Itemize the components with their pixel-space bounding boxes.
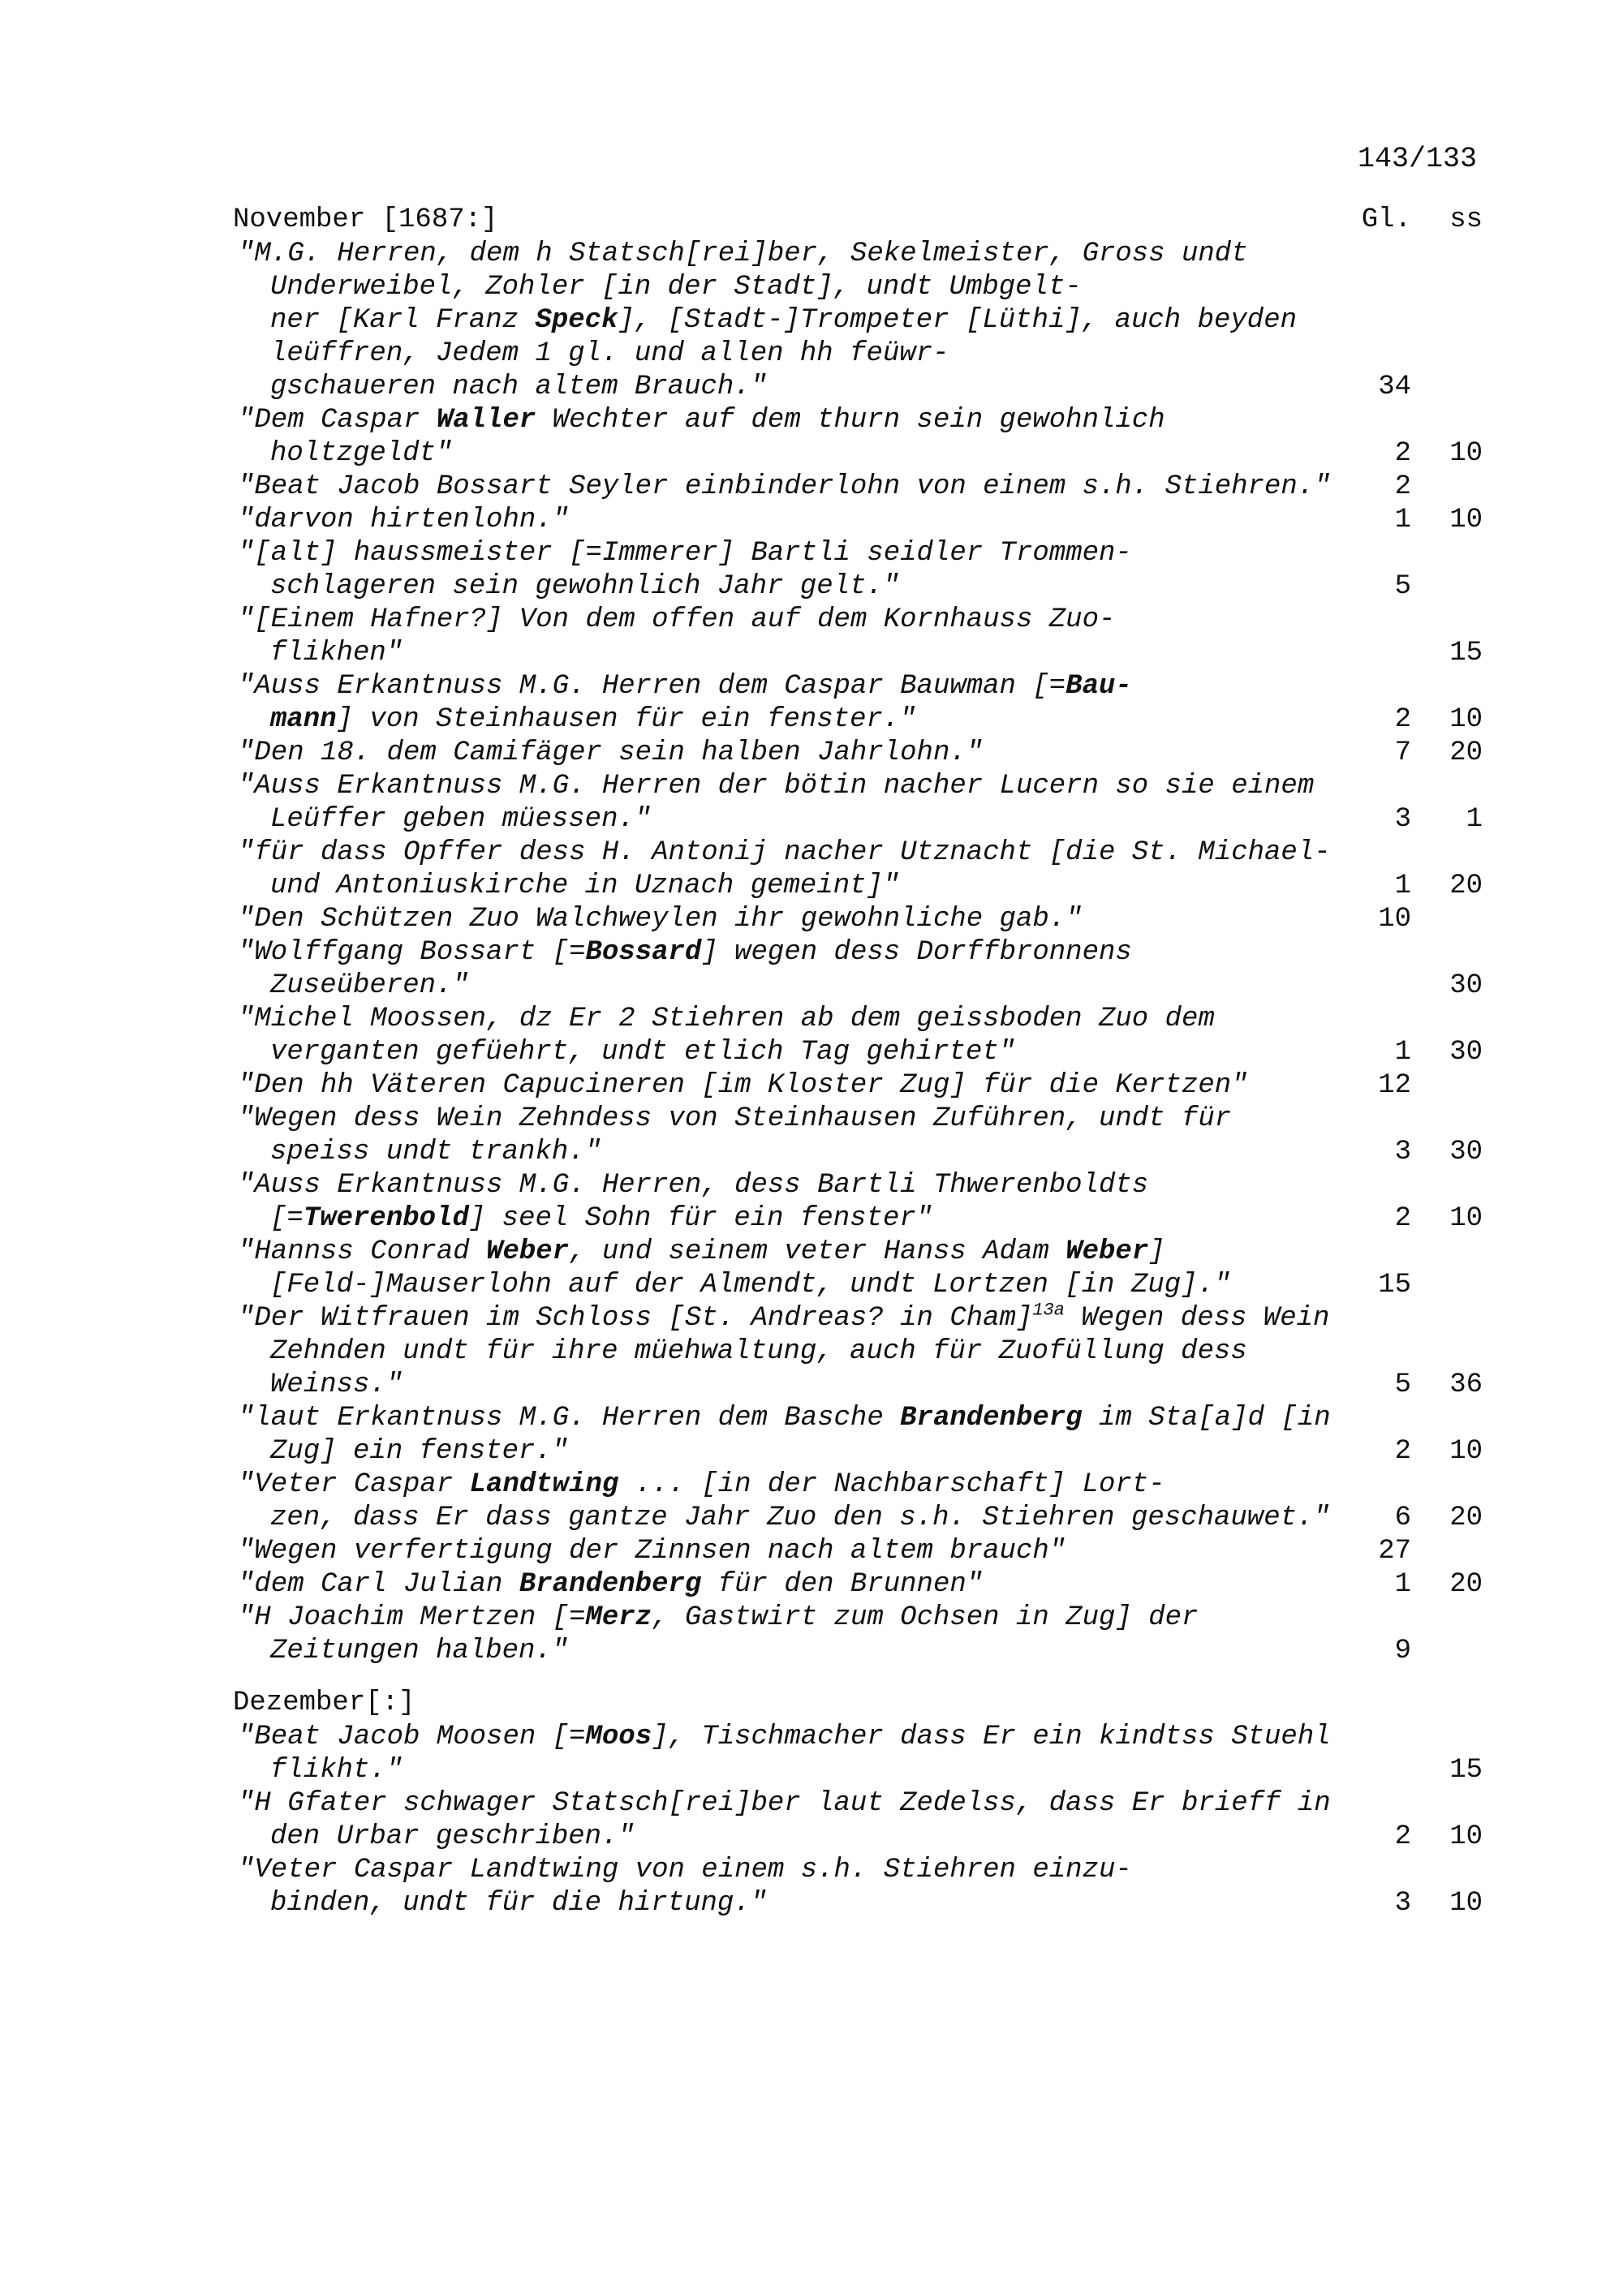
entry-text <box>233 1169 1340 1236</box>
entry-text <box>233 1602 1340 1668</box>
entry-text <box>233 238 1340 404</box>
month-header <box>233 204 1483 238</box>
entry-text <box>233 737 1340 770</box>
entry-fragment: ] von Steinhausen für ein fenster." <box>336 704 916 735</box>
entry-text <box>233 1721 1340 1787</box>
entry-text <box>233 1003 1340 1069</box>
amount-schilling: 10 <box>1449 1436 1483 1467</box>
surname: Merz <box>585 1602 652 1633</box>
surname: Twerenbold <box>303 1203 469 1234</box>
ledger-entry <box>233 1535 1483 1568</box>
column-header-ss: ss <box>1449 204 1483 235</box>
amount-schilling: 36 <box>1449 1369 1483 1400</box>
amount-gulden: 1 <box>1394 1569 1411 1600</box>
amount-gulden: 2 <box>1394 438 1411 469</box>
entry-text <box>233 670 1340 737</box>
surname: Brandenberg <box>519 1569 702 1600</box>
entry-text <box>233 537 1340 604</box>
amount-schilling: 10 <box>1449 505 1483 535</box>
ledger-entry <box>233 1169 1483 1236</box>
amount-gulden: 9 <box>1394 1636 1411 1666</box>
amount-gulden: 1 <box>1394 871 1411 901</box>
ledger-entry <box>233 903 1483 936</box>
entry-text <box>233 1535 1340 1568</box>
entry-fragment: "Beat Jacob Moosen [= <box>238 1722 586 1752</box>
entry-text <box>233 1854 1340 1920</box>
ledger-entry <box>233 404 1483 471</box>
entry-text <box>233 504 1340 537</box>
amount-schilling: 20 <box>1449 737 1483 768</box>
month-label: Dezember[:] <box>233 1688 415 1718</box>
ledger-entry <box>233 737 1483 770</box>
ledger-entry <box>233 836 1483 903</box>
surname: Brandenberg <box>900 1403 1083 1434</box>
section-gap <box>233 1668 1483 1688</box>
amount-gulden: 10 <box>1378 904 1411 935</box>
ledger-entry <box>233 936 1483 1003</box>
entry-fragment: Wegen dess Wein Zehnden undt für ihre müehwaltung, auch für Zuofüllung dess Weinss." <box>270 1303 1330 1400</box>
entry-fragment: "Der Witfrauen im Schloss [St. Andreas? in Cham] <box>238 1303 1033 1334</box>
entry-fragment: "Den Schützen Zuo Walchweylen ihr gewohnliche gab." <box>238 904 1083 935</box>
ledger-entry <box>233 1468 1483 1535</box>
entry-text <box>233 903 1340 936</box>
amount-gulden: 1 <box>1394 1037 1411 1068</box>
entry-fragment: "für dass Opffer dess H. Antonij nacher Utznacht [die St. Michael- und Antoniuskirche in Uznach gemeint]" <box>238 837 1331 901</box>
entry-fragment: "Dem Caspar <box>238 405 437 436</box>
entry-fragment: ], [Stadt-]Trompeter [Lüthi], auch beyden leüffren, Jedem 1 gl. und allen hh feüwr- gschaueren nach altem Brauch." <box>270 305 1298 402</box>
ledger-entry <box>233 670 1483 737</box>
surname: Bossard <box>585 937 702 968</box>
entry-fragment: ] seel Sohn für ein fenster" <box>468 1203 933 1234</box>
entry-fragment: "Veter Caspar <box>238 1469 470 1500</box>
amount-schilling: 30 <box>1449 1037 1483 1068</box>
entry-text <box>233 404 1340 471</box>
amount-gulden: 12 <box>1378 1070 1411 1101</box>
amount-gulden: 7 <box>1394 737 1411 768</box>
ledger-entry <box>233 238 1483 404</box>
entry-fragment: "Wegen verfertigung der Zinnsen nach altem brauch" <box>238 1536 1066 1567</box>
surname: Moos <box>585 1722 652 1752</box>
entry-text <box>233 1069 1340 1103</box>
entry-text <box>233 1787 1340 1854</box>
amount-gulden: 2 <box>1394 1821 1411 1852</box>
month-label: November [1687:] <box>233 204 498 235</box>
amount-gulden: 2 <box>1394 1436 1411 1467</box>
entry-fragment: "Beat Jacob Bossart Seyler einbinderlohn von einem s.h. Stiehren." <box>238 471 1331 502</box>
entry-fragment: "Auss Erkantnuss M.G. Herren, dess Bartli Thwerenboldts [= <box>238 1170 1149 1234</box>
entry-fragment: "dem Carl Julian <box>238 1569 519 1600</box>
entry-fragment: "laut Erkantnuss M.G. Herren dem Basche <box>238 1403 901 1434</box>
entry-fragment: ] wegen dess Dorffbronnens Zuseüberen." <box>270 937 1132 1001</box>
entry-text <box>233 1568 1340 1602</box>
amount-schilling: 1 <box>1466 804 1483 835</box>
entry-fragment: "M.G. Herren, dem h Statsch[rei]ber, Sekelmeister, Gross undt Underweibel, Zohler [in der Stadt], undt Umbgelt- ner [Karl Franz <box>238 239 1248 336</box>
ledger-entry <box>233 504 1483 537</box>
ledger-entry <box>233 1302 1483 1402</box>
amount-gulden: 27 <box>1378 1536 1411 1567</box>
entry-text <box>233 1236 1340 1302</box>
entry-text <box>233 1402 1340 1468</box>
amount-schilling: 15 <box>1449 1755 1483 1786</box>
entry-fragment: "Veter Caspar Landtwing von einem s.h. Stiehren einzu- binden, undt für die hirtung." <box>238 1855 1132 1919</box>
amount-gulden: 6 <box>1394 1503 1411 1533</box>
entry-fragment: ... [in der Nachbarschaft] Lort- zen, dass Er dass gantze Jahr Zuo den s.h. Stiehren geschauwet." <box>270 1469 1330 1533</box>
entry-fragment: "H Joachim Mertzen [= <box>238 1602 586 1633</box>
surname: Weber <box>486 1236 570 1267</box>
ledger-entry <box>233 1236 1483 1302</box>
entry-fragment: im Sta[a]d [in Zug] ein fenster." <box>270 1403 1331 1467</box>
surname: Landtwing <box>469 1469 619 1500</box>
entry-fragment: "H Gfater schwager Statsch[rei]ber laut Zedelss, dass Er brieff in den Urbar geschriben." <box>238 1788 1331 1852</box>
entry-text <box>233 836 1340 903</box>
amount-schilling: 20 <box>1449 1503 1483 1533</box>
amount-gulden: 2 <box>1394 471 1411 502</box>
entry-fragment: "Auss Erkantnuss M.G. Herren der bötin nacher Lucern so sie einem Leüffer geben müessen." <box>238 771 1315 835</box>
entry-fragment: ] [Feld-]Mauserlohn auf der Almendt, undt Lortzen [in Zug]." <box>270 1236 1231 1301</box>
amount-gulden: 5 <box>1394 571 1411 602</box>
surname: Speck <box>535 305 618 336</box>
entry-text <box>233 1302 1340 1402</box>
entry-text <box>233 770 1340 836</box>
entry-text <box>233 604 1340 670</box>
amount-gulden: 15 <box>1378 1270 1411 1301</box>
amount-schilling: 10 <box>1449 704 1483 735</box>
entry-fragment: "[Einem Hafner?] Von dem offen auf dem Kornhauss Zuo- flikhen" <box>238 604 1116 669</box>
entry-fragment: "Wegen dess Wein Zehndess von Steinhausen Zuführen, undt für speiss undt trankh." <box>238 1103 1232 1167</box>
amount-gulden: 2 <box>1394 704 1411 735</box>
ledger-entry <box>233 1402 1483 1468</box>
account-ledger <box>233 204 1483 1920</box>
amount-gulden: 3 <box>1394 1888 1411 1919</box>
amount-schilling: 10 <box>1449 1888 1483 1919</box>
entry-fragment: "darvon hirtenlohn." <box>238 505 570 535</box>
amount-schilling: 10 <box>1449 1821 1483 1852</box>
ledger-entry <box>233 1854 1483 1920</box>
entry-text <box>233 936 1340 1003</box>
entry-fragment: "[alt] haussmeister [=Immerer] Bartli seidler Trommen- schlageren sein gewohnlich Jahr gelt." <box>238 538 1132 602</box>
surname: Bau- mann <box>270 671 1132 735</box>
amount-schilling: 10 <box>1449 1203 1483 1234</box>
ledger-entry <box>233 471 1483 504</box>
month-header <box>233 1688 1483 1721</box>
amount-gulden: 2 <box>1394 1203 1411 1234</box>
ledger-entry <box>233 1602 1483 1668</box>
amount-gulden: 5 <box>1394 1369 1411 1400</box>
entry-text <box>233 1103 1340 1169</box>
ledger-entry <box>233 1721 1483 1787</box>
entry-fragment: für den Brunnen" <box>701 1569 984 1600</box>
entry-fragment: , Gastwirt zum Ochsen in Zug] der Zeitungen halben." <box>270 1602 1199 1666</box>
ledger-entry <box>233 1069 1483 1103</box>
entry-fragment: Wechter auf dem thurn sein gewohnlich holtzgeldt" <box>270 405 1165 469</box>
amount-gulden: 34 <box>1378 372 1411 402</box>
ledger-entry <box>233 1003 1483 1069</box>
column-header-gl: Gl. <box>1361 204 1411 235</box>
page-number: 143/133 <box>1357 143 1477 175</box>
amount-gulden: 3 <box>1394 804 1411 835</box>
entry-text <box>233 1468 1340 1535</box>
amount-schilling: 15 <box>1449 638 1483 669</box>
surname: Weber <box>1065 1236 1149 1267</box>
entry-fragment: "Den 18. dem Camifäger sein halben Jahrlohn." <box>238 737 984 768</box>
ledger-entry <box>233 537 1483 604</box>
amount-schilling: 20 <box>1449 1569 1483 1600</box>
ledger-entry <box>233 1787 1483 1854</box>
ledger-entry <box>233 770 1483 836</box>
footnote-ref: 13a <box>1032 1300 1065 1321</box>
entry-fragment: "Den hh Väteren Capucineren [im Kloster Zug] für die Kertzen" <box>238 1070 1248 1101</box>
entry-fragment: "Michel Moossen, dz Er 2 Stiehren ab dem geissboden Zuo dem verganten gefüehrt, undt etlich Tag gehirtet" <box>238 1004 1215 1068</box>
ledger-entry <box>233 1103 1483 1169</box>
entry-fragment: "Auss Erkantnuss M.G. Herren dem Caspar Bauwman [= <box>238 671 1066 702</box>
amount-schilling: 10 <box>1449 438 1483 469</box>
entry-fragment: , und seinem veter Hanss Adam <box>569 1236 1066 1267</box>
amount-schilling: 20 <box>1449 871 1483 901</box>
ledger-entry <box>233 1568 1483 1602</box>
entry-fragment: "Wolffgang Bossart [= <box>238 937 586 968</box>
amount-schilling: 30 <box>1449 1137 1483 1167</box>
entry-fragment: "Hannss Conrad <box>238 1236 487 1267</box>
ledger-entry <box>233 604 1483 670</box>
surname: Waller <box>436 405 536 436</box>
amount-gulden: 1 <box>1394 505 1411 535</box>
amount-gulden: 3 <box>1394 1137 1411 1167</box>
entry-text <box>233 471 1340 504</box>
amount-schilling: 30 <box>1449 970 1483 1001</box>
entry-fragment: ], Tischmacher dass Er ein kindtss Stuehl flikht." <box>270 1722 1331 1786</box>
